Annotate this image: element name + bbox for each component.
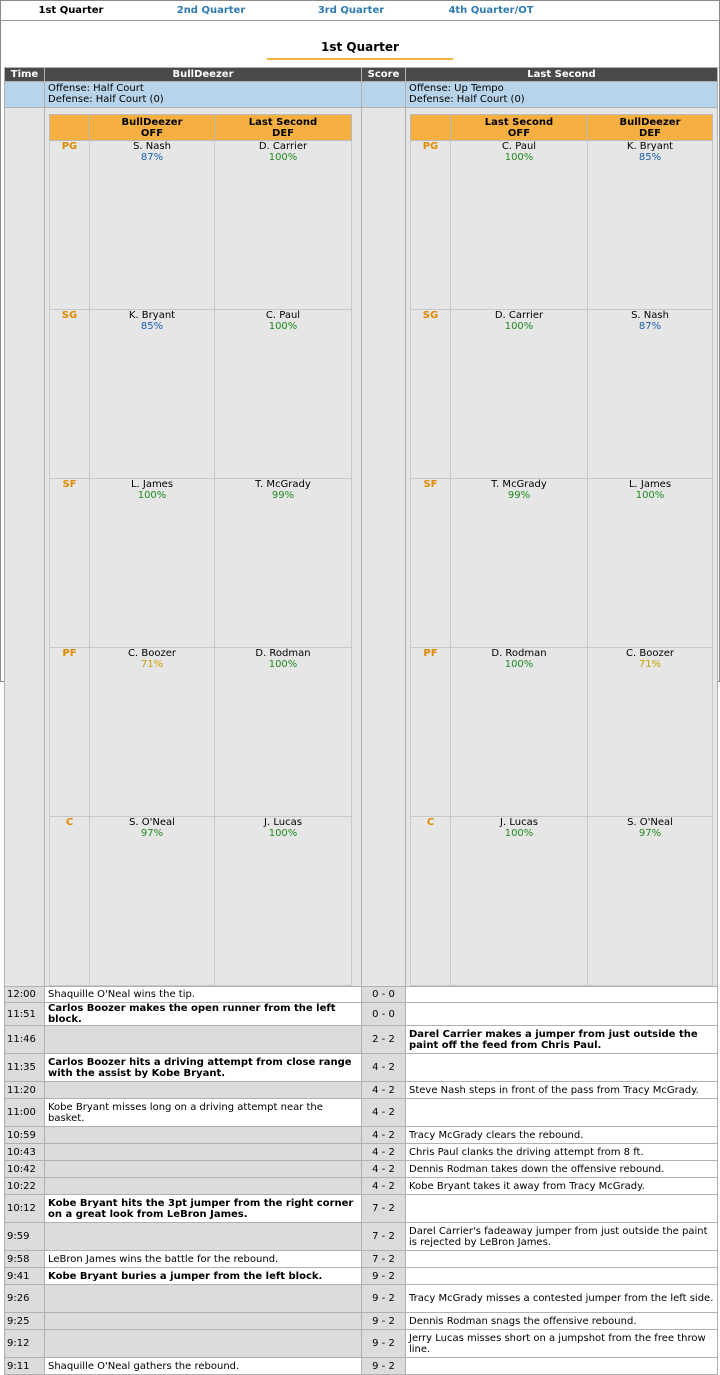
- left-defense: Defense: Half Court (0): [48, 94, 164, 105]
- matchup-row-sg: [50, 310, 352, 479]
- strategy-score-cell: [362, 82, 406, 108]
- event-row: [5, 987, 718, 1003]
- matchup-row-sf: [50, 479, 352, 648]
- right-event-text: Darel Carrier makes a jumper from just outside the paint off the feed from Chris Paul.: [406, 1026, 718, 1054]
- player-name: J. Lucas: [500, 817, 538, 828]
- score-header: Score: [362, 68, 406, 82]
- position-label: SG: [50, 310, 90, 479]
- left-event-text: Carlos Boozer makes the open runner from the left block.: [45, 1003, 362, 1026]
- right-event-text: [406, 1251, 718, 1268]
- player-name: D. Rodman: [491, 648, 547, 659]
- header-row: [5, 68, 718, 82]
- event-time: 11:51: [5, 1003, 45, 1026]
- matchup-row-pf: [411, 648, 713, 817]
- player-name: K. Bryant: [128, 310, 176, 321]
- right-event-text: Darel Carrier's fadeaway jumper from just outside the paint is rejected by LeBron James.: [406, 1223, 718, 1251]
- event-row: [5, 1054, 718, 1082]
- matchup-time-cell: [5, 108, 45, 987]
- matchup-row-c: [411, 817, 713, 986]
- player-name: T. McGrady: [491, 479, 547, 490]
- player-name: S. O'Neal: [627, 817, 673, 828]
- left-event-text: [45, 1313, 362, 1330]
- left-event-text: Kobe Bryant misses long on a driving attempt near the basket.: [45, 1099, 362, 1127]
- event-time: 11:46: [5, 1026, 45, 1054]
- off-player: [90, 141, 215, 310]
- player-pct: 100%: [504, 659, 534, 670]
- event-row: [5, 1144, 718, 1161]
- position-label: C: [50, 817, 90, 986]
- event-row: [5, 1285, 718, 1313]
- player-pct: 97%: [638, 828, 662, 839]
- pos-header: [411, 115, 451, 141]
- position-label: C: [411, 817, 451, 986]
- strategy-time-cell: [5, 82, 45, 108]
- event-score: 0 - 0: [362, 1003, 406, 1026]
- right-event-text: [406, 1268, 718, 1285]
- right-offense: Offense: Up Tempo: [409, 83, 504, 94]
- player-name: K. Bryant: [626, 141, 674, 152]
- player-name: C. Boozer: [626, 648, 674, 659]
- time-header: Time: [5, 68, 45, 82]
- player-name: C. Paul: [501, 141, 537, 152]
- player-pct: 100%: [504, 321, 534, 332]
- left-offense: Offense: Half Court: [48, 83, 144, 94]
- def-player: [588, 817, 713, 986]
- left-matchups-cell: [45, 108, 362, 987]
- position-label: PG: [411, 141, 451, 310]
- event-time: 10:22: [5, 1178, 45, 1195]
- event-row: [5, 1313, 718, 1330]
- play-by-play-table: [4, 67, 718, 1375]
- player-pct: 87%: [638, 321, 662, 332]
- player-pct: 100%: [504, 828, 534, 839]
- event-score: 2 - 2: [362, 1026, 406, 1054]
- left-event-text: Shaquille O'Neal gathers the rebound.: [45, 1358, 362, 1375]
- off-player: [90, 310, 215, 479]
- right-off-header: Last Second OFF: [451, 115, 588, 141]
- matchup-score-cell: [362, 108, 406, 987]
- player-pct: 100%: [268, 659, 298, 670]
- event-time: 12:00: [5, 987, 45, 1003]
- left-event-text: LeBron James wins the battle for the rebound.: [45, 1251, 362, 1268]
- left-event-text: [45, 1144, 362, 1161]
- event-row: [5, 1195, 718, 1223]
- player-name: L. James: [628, 479, 672, 490]
- left-event-text: Kobe Bryant buries a jumper from the left block.: [45, 1268, 362, 1285]
- right-def-header: BullDeezer DEF: [588, 115, 713, 141]
- event-row: [5, 1268, 718, 1285]
- player-pct: 99%: [271, 490, 295, 501]
- event-score: 4 - 2: [362, 1144, 406, 1161]
- event-time: 11:35: [5, 1054, 45, 1082]
- player-name: S. Nash: [631, 310, 669, 321]
- position-label: SF: [411, 479, 451, 648]
- left-event-text: [45, 1161, 362, 1178]
- player-pct: 97%: [140, 828, 164, 839]
- event-time: 9:26: [5, 1285, 45, 1313]
- player-pct: 100%: [504, 152, 534, 163]
- position-label: PG: [50, 141, 90, 310]
- matchup-row-pg: [50, 141, 352, 310]
- event-time: 9:25: [5, 1313, 45, 1330]
- event-score: 9 - 2: [362, 1285, 406, 1313]
- left-team-header: BullDeezer: [45, 68, 362, 82]
- left-event-text: Carlos Boozer hits a driving attempt from close range with the assist by Kobe Bryant.: [45, 1054, 362, 1082]
- right-event-text: Tracy McGrady clears the rebound.: [406, 1127, 718, 1144]
- pos-header: [50, 115, 90, 141]
- right-event-text: Chris Paul clanks the driving attempt from 8 ft.: [406, 1144, 718, 1161]
- player-pct: 85%: [638, 152, 662, 163]
- left-event-text: Kobe Bryant hits the 3pt jumper from the right corner on a great look from LeBron James.: [45, 1195, 362, 1223]
- right-matchups-cell: [406, 108, 718, 987]
- off-player: [451, 141, 588, 310]
- left-event-text: [45, 1127, 362, 1144]
- event-row: [5, 1223, 718, 1251]
- event-row: [5, 1330, 718, 1358]
- right-event-text: Dennis Rodman snags the offensive rebound.: [406, 1313, 718, 1330]
- left-event-text: [45, 1223, 362, 1251]
- event-time: 9:58: [5, 1251, 45, 1268]
- right-event-text: [406, 1003, 718, 1026]
- tab-2nd-quarter[interactable]: 2nd Quarter: [176, 5, 246, 16]
- left-event-text: [45, 1330, 362, 1358]
- event-score: 4 - 2: [362, 1054, 406, 1082]
- event-score: 4 - 2: [362, 1161, 406, 1178]
- event-row: [5, 1251, 718, 1268]
- matchup-row-c: [50, 817, 352, 986]
- player-name: C. Boozer: [128, 648, 176, 659]
- player-name: T. McGrady: [255, 479, 311, 490]
- player-pct: 100%: [268, 321, 298, 332]
- off-player: [451, 479, 588, 648]
- left-event-text: Shaquille O'Neal wins the tip.: [45, 987, 362, 1003]
- event-row: [5, 1127, 718, 1144]
- player-pct: 100%: [635, 490, 665, 501]
- def-player: [588, 141, 713, 310]
- player-pct: 100%: [137, 490, 167, 501]
- event-score: 4 - 2: [362, 1082, 406, 1099]
- right-event-text: [406, 1099, 718, 1127]
- off-player: [451, 817, 588, 986]
- event-row: [5, 1099, 718, 1127]
- left-event-text: [45, 1082, 362, 1099]
- event-score: 7 - 2: [362, 1251, 406, 1268]
- left-off-header: BullDeezer OFF: [90, 115, 215, 141]
- strategy-row: [5, 82, 718, 108]
- event-time: 9:41: [5, 1268, 45, 1285]
- right-event-text: Tracy McGrady misses a contested jumper from the left side.: [406, 1285, 718, 1313]
- right-event-text: Jerry Lucas misses short on a jumpshot from the free throw line.: [406, 1330, 718, 1358]
- event-score: 9 - 2: [362, 1313, 406, 1330]
- player-pct: 100%: [268, 828, 298, 839]
- right-matchup-table: [410, 114, 713, 986]
- right-defense: Defense: Half Court (0): [409, 94, 525, 105]
- player-pct: 71%: [638, 659, 662, 670]
- matchup-row-sg: [411, 310, 713, 479]
- player-pct: 85%: [140, 321, 164, 332]
- tab-1st-quarter[interactable]: 1st Quarter: [38, 5, 104, 16]
- quarter-tabs: [1, 1, 719, 21]
- player-name: D. Carrier: [494, 310, 544, 321]
- matchup-row: [5, 108, 718, 987]
- tab-4th-quarter-ot[interactable]: 4th Quarter/OT: [448, 5, 534, 16]
- event-time: 10:59: [5, 1127, 45, 1144]
- off-player: [451, 310, 588, 479]
- event-time: 10:43: [5, 1144, 45, 1161]
- def-player: [215, 479, 352, 648]
- right-event-text: [406, 1195, 718, 1223]
- event-row: [5, 1026, 718, 1054]
- def-player: [215, 141, 352, 310]
- off-player: [451, 648, 588, 817]
- left-matchup-table: [49, 114, 352, 986]
- event-row: [5, 1358, 718, 1375]
- event-score: 9 - 2: [362, 1268, 406, 1285]
- event-time: 10:12: [5, 1195, 45, 1223]
- def-player: [588, 648, 713, 817]
- left-event-text: [45, 1178, 362, 1195]
- event-score: 9 - 2: [362, 1358, 406, 1375]
- def-player: [215, 648, 352, 817]
- left-strategy: [45, 82, 362, 108]
- position-label: PF: [411, 648, 451, 817]
- matchup-row-pf: [50, 648, 352, 817]
- player-name: D. Rodman: [255, 648, 311, 659]
- matchup-row-pg: [411, 141, 713, 310]
- off-player: [90, 479, 215, 648]
- player-pct: 87%: [140, 152, 164, 163]
- event-score: 4 - 2: [362, 1127, 406, 1144]
- right-event-text: [406, 1358, 718, 1375]
- event-time: 11:00: [5, 1099, 45, 1127]
- left-event-text: [45, 1285, 362, 1313]
- right-event-text: Kobe Bryant takes it away from Tracy McGrady.: [406, 1178, 718, 1195]
- off-player: [90, 817, 215, 986]
- title-underline: [267, 58, 453, 60]
- position-label: SG: [411, 310, 451, 479]
- event-score: 0 - 0: [362, 987, 406, 1003]
- def-player: [215, 817, 352, 986]
- page-title: 1st Quarter: [321, 40, 399, 54]
- event-row: [5, 1178, 718, 1195]
- event-row: [5, 1161, 718, 1178]
- def-player: [588, 479, 713, 648]
- left-event-text: [45, 1026, 362, 1054]
- player-pct: 71%: [140, 659, 164, 670]
- left-def-header: Last Second DEF: [215, 115, 352, 141]
- player-name: S. Nash: [133, 141, 171, 152]
- tab-3rd-quarter[interactable]: 3rd Quarter: [317, 5, 385, 16]
- event-row: [5, 1082, 718, 1099]
- event-row: [5, 1003, 718, 1026]
- right-event-text: Dennis Rodman takes down the offensive rebound.: [406, 1161, 718, 1178]
- event-time: 10:42: [5, 1161, 45, 1178]
- position-label: PF: [50, 648, 90, 817]
- event-score: 4 - 2: [362, 1099, 406, 1127]
- event-score: 7 - 2: [362, 1195, 406, 1223]
- matchup-row-sf: [411, 479, 713, 648]
- player-pct: 100%: [268, 152, 298, 163]
- event-time: 11:20: [5, 1082, 45, 1099]
- position-label: SF: [50, 479, 90, 648]
- event-score: 4 - 2: [362, 1178, 406, 1195]
- right-strategy: [406, 82, 718, 108]
- right-event-text: Steve Nash steps in front of the pass from Tracy McGrady.: [406, 1082, 718, 1099]
- right-event-text: [406, 987, 718, 1003]
- right-team-header: Last Second: [406, 68, 718, 82]
- right-event-text: [406, 1054, 718, 1082]
- def-player: [588, 310, 713, 479]
- player-name: S. O'Neal: [129, 817, 175, 828]
- event-time: 9:11: [5, 1358, 45, 1375]
- event-time: 9:12: [5, 1330, 45, 1358]
- event-score: 9 - 2: [362, 1330, 406, 1358]
- player-name: J. Lucas: [264, 817, 302, 828]
- player-name: L. James: [130, 479, 174, 490]
- event-score: 7 - 2: [362, 1223, 406, 1251]
- player-pct: 99%: [507, 490, 531, 501]
- def-player: [215, 310, 352, 479]
- event-time: 9:59: [5, 1223, 45, 1251]
- off-player: [90, 648, 215, 817]
- player-name: D. Carrier: [258, 141, 308, 152]
- player-name: C. Paul: [265, 310, 301, 321]
